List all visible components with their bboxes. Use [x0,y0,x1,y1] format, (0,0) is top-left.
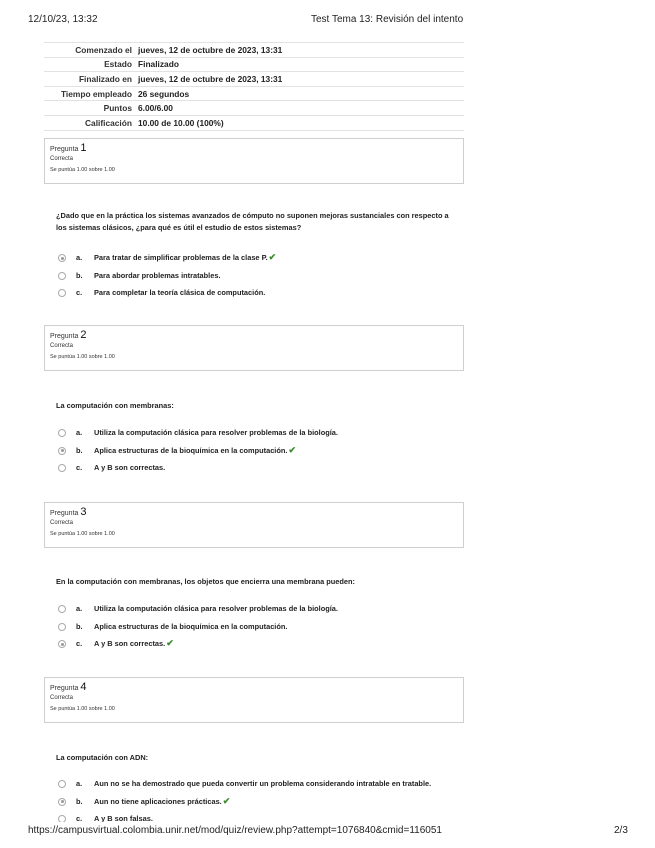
print-title: Test Tema 13: Revisión del intento [311,14,464,25]
radio-icon[interactable] [58,780,66,788]
answer-letter: a. [76,779,83,788]
radio-icon[interactable] [58,429,66,437]
answer-text: Aplica estructuras de la bioquímica en la computación. [94,621,288,631]
radio-selected-icon[interactable] [58,447,66,455]
radio-icon[interactable] [58,815,66,822]
answer-option[interactable] [58,287,478,305]
radio-icon[interactable] [58,289,66,297]
question-number: Pregunta 4 [50,681,87,693]
answer-text: Para abordar problemas intratables. [94,270,221,280]
answer-letter: c. [76,814,83,822]
answer-letter: c. [76,288,83,297]
summary-label: Comenzado el [44,43,135,58]
question-state: Correcta [50,343,74,349]
answer-text: Utiliza la computación clásica para resolver problemas de la biología. [94,604,338,613]
question-grade: Se puntúa 1.00 sobre 1.00 [50,167,115,173]
radio-icon[interactable] [58,605,66,613]
summary-value: 6.00/6.00 [135,101,464,116]
summary-row [44,72,464,87]
answer-text: Utiliza la computación clásica para resolver problemas de la biología. [94,428,338,437]
summary-label: Estado [44,57,135,72]
checkmark-icon: ✔ [288,444,296,455]
answer-text: Aplica estructuras de la bioquímica en la computación. [94,445,288,455]
summary-value: 26 segundos [135,86,464,101]
answer-option[interactable] [58,603,478,621]
answer-option[interactable] [58,427,478,445]
answer-letter: c. [76,463,83,472]
question-number: Pregunta 3 [50,506,87,518]
summary-label: Calificación [44,115,135,130]
summary-label: Puntos [44,101,135,116]
answer-text: Para completar la teoría clásica de computación. [94,288,266,297]
question-grade: Se puntúa 1.00 sobre 1.00 [50,354,115,360]
answer-letter: a. [76,253,83,262]
question-1-info [44,138,464,184]
answer-letter: b. [76,621,83,631]
answer-letter: b. [76,270,83,280]
radio-icon[interactable] [58,623,66,631]
radio-selected-icon[interactable] [58,798,66,806]
answer-option[interactable] [58,778,478,796]
question-grade: Se puntúa 1.00 sobre 1.00 [50,531,115,537]
answer-option[interactable] [58,252,478,270]
question-1-text: ¿Dado que en la práctica los sistemas avanzados de cómputo no suponen mejoras sustanciales con respecto a los sistemas clásicos, ¿para qué es útil el estudio de estos sistemas? [56,211,449,232]
summary-value: jueves, 12 de octubre de 2023, 13:31 [135,43,464,58]
summary-value: 10.00 de 10.00 (100%) [135,115,464,130]
answer-option[interactable] [58,445,478,463]
answer-letter: b. [76,796,83,806]
checkmark-icon: ✔ [222,795,231,806]
question-3-answers [58,603,478,656]
question-4-text: La computación con ADN: [56,753,149,762]
question-state: Correcta [50,520,74,526]
radio-icon[interactable] [58,464,66,472]
answer-option[interactable] [58,621,478,639]
answer-letter: c. [76,639,83,648]
radio-icon[interactable] [58,272,66,280]
page-number: 2/3 [614,825,628,836]
question-3-info [44,502,464,548]
summary-row [44,101,464,116]
question-2-info [44,325,464,371]
summary-row [44,57,464,72]
answer-option[interactable] [58,462,478,480]
question-number: Pregunta 2 [50,329,87,341]
answer-text: A y B son correctas. [94,639,166,648]
answer-option[interactable] [58,638,478,656]
attempt-summary-table [44,42,464,131]
question-4-info [44,677,464,723]
question-state: Correcta [50,695,74,701]
summary-value: jueves, 12 de octubre de 2023, 13:31 [135,72,464,87]
question-4-answers [58,778,478,822]
answer-text: A y B son falsas. [94,814,153,822]
radio-selected-icon[interactable] [58,254,66,262]
radio-selected-icon[interactable] [58,640,66,648]
answer-text: Aun no se ha demostrado que pueda convertir un problema considerando intratable en tratable. [94,779,432,788]
answer-letter: a. [76,604,83,613]
summary-row [44,86,464,101]
question-number: Pregunta 1 [50,142,87,154]
answer-option[interactable] [58,796,478,814]
answer-letter: b. [76,445,83,455]
checkmark-icon: ✔ [166,638,174,648]
answer-text: Aun no tiene aplicaciones prácticas. [94,796,222,806]
answer-text: Para tratar de simplificar problemas de la clase P. [94,253,268,262]
answer-text: A y B son correctas. [94,463,166,472]
question-2-text: La computación con membranas: [56,401,174,410]
print-url: https://campusvirtual.colombia.unir.net/mod/quiz/review.php?attempt=1076840&cmid=116051 [28,825,442,836]
answer-option[interactable] [58,270,478,288]
answer-letter: a. [76,428,83,437]
summary-row [44,43,464,58]
summary-label: Finalizado en [44,72,135,87]
question-grade: Se puntúa 1.00 sobre 1.00 [50,706,115,712]
question-3-text: En la computación con membranas, los objetos que encierra una membrana pueden: [56,577,355,586]
print-datetime: 12/10/23, 13:32 [28,14,98,25]
answer-option[interactable] [58,813,478,822]
checkmark-icon: ✔ [268,252,277,262]
question-1-answers [58,252,478,305]
question-2-answers [58,427,478,480]
summary-row [44,115,464,130]
summary-value: Finalizado [135,57,464,72]
question-state: Correcta [50,156,74,162]
summary-label: Tiempo empleado [44,86,135,101]
